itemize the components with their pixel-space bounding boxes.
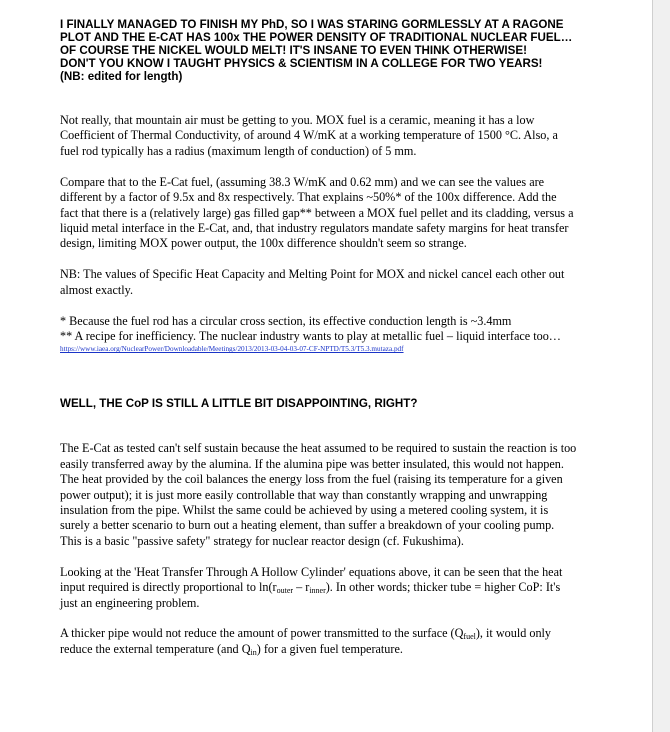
subscript-in: in	[250, 647, 257, 657]
text-fragment: ) for a given fuel temperature.	[256, 641, 403, 656]
text-fragment: – r	[293, 580, 310, 595]
subscript-fuel: fuel	[463, 632, 476, 642]
heading1-line: (NB: edited for length)	[60, 70, 183, 83]
text-line: Coefficient of Thermal Conductivity, of around 4 W/mK at a working temperature of 1500 °C. Also, a	[60, 128, 558, 143]
paragraph-hollow-cylinder	[60, 565, 640, 611]
footnote-1: * Because the fuel rod has a circular cross section, its effective conduction length is ~3.4mm	[60, 313, 512, 328]
subscript-outer: outer	[276, 586, 294, 596]
document-content	[60, 18, 640, 657]
paragraph-ecat-comparison	[60, 175, 640, 252]
text-line: different by a factor of 9.5x and 8x respectively. That explains ~50%* of the 100x difference. Add the	[60, 190, 557, 205]
subscript-inner: inner	[309, 586, 326, 596]
text-fragment: A thicker pipe would not reduce the amount of power transmitted to the surface (Q	[60, 626, 464, 641]
text-line: The heat provided by the coil balances the energy loss from the fuel (raising its temperature for a given	[60, 472, 563, 487]
heading1-line: PLOT AND THE E-CAT HAS 100x THE POWER DENSITY OF TRADITIONAL NUCLEAR FUEL…	[60, 31, 573, 44]
paragraph-thicker-pipe	[60, 626, 640, 657]
window-edge	[652, 0, 670, 732]
text-line: Looking at the 'Heat Transfer Through A Hollow Cylinder' equations above, it can be seen that the heat	[60, 564, 563, 579]
text-line: almost exactly.	[60, 282, 133, 297]
heading-cop-disappointing: WELL, THE CoP IS STILL A LITTLE BIT DISAPPOINTING, RIGHT?	[60, 397, 418, 411]
text-fragment: reduce the external temperature (and Q	[60, 641, 251, 656]
text-line: Not really, that mountain air must be getting to you. MOX fuel is a ceramic, meaning it has a low	[60, 113, 535, 127]
footnotes	[60, 314, 640, 345]
text-line: surely a better scenario to burn out a heating element, than suffer a breakdown of your cooling pump.	[60, 518, 555, 533]
paragraph-self-sustain	[60, 441, 640, 549]
text-line: easily transferred away by the alumina. If the alumina pipe was better insulated, this would not happen.	[60, 456, 564, 471]
text-line: power output); it is just more easily controllable that way than constantly wrapping and unwrapping	[60, 487, 548, 502]
text-fragment: ), it would only	[475, 626, 552, 641]
text-line: fact that there is a (relatively large) gas filled gap** between a MOX fuel pellet and its cladding, versus a	[60, 205, 574, 220]
heading-phd-ragone	[60, 18, 640, 83]
text-line: just an engineering problem.	[60, 595, 200, 610]
paragraph-nb-heat-capacity	[60, 267, 640, 298]
text-fragment: ). In other words; thicker tube = higher CoP: It's	[325, 580, 561, 595]
footnote-2: ** A recipe for inefficiency. The nuclear industry wants to play at metallic fuel – liquid interface too…	[60, 328, 561, 343]
text-line: NB: The values of Specific Heat Capacity and Melting Point for MOX and nickel cancel each other out	[60, 267, 565, 282]
text-line: fuel rod typically has a radius (maximum length of conduction) of 5 mm.	[60, 143, 417, 158]
text-line: Compare that to the E-Cat fuel, (assuming 38.3 W/mK and 0.62 mm) and we can see the values are	[60, 174, 545, 189]
text-line: design, limiting MOX power output, the 100x difference shouldn't seem so strange.	[60, 236, 467, 251]
heading1-line: DON'T YOU KNOW I TAUGHT PHYSICS & SCIENTISM IN A COLLEGE FOR TWO YEARS!	[60, 57, 543, 70]
paragraph-mox-fuel	[60, 113, 640, 159]
text-line: liquid metal interface in the E-Cat, and, that industry regulators mandate safety margins for heat transfer	[60, 220, 569, 235]
heading1-line: OF COURSE THE NICKEL WOULD MELT! IT'S INSANE TO EVEN THINK OTHERWISE!	[60, 44, 527, 57]
heading1-line: I FINALLY MANAGED TO FINISH MY PhD, SO I WAS STARING GORMLESSLY AT A RAGONE	[60, 18, 564, 31]
iaea-reference-link[interactable]: https://www.iaea.org/NuclearPower/Downloadable/Meetings/2013/2013-03-04-03-07-CF-NPTD/T5.3/T5.3.mutaza.pdf	[60, 345, 404, 354]
text-line: This is a basic "passive safety" strategy for nuclear reactor design (cf. Fukushima).	[60, 533, 464, 548]
text-line: The E-Cat as tested can't self sustain because the heat assumed to be required to sustain the reaction is too	[60, 441, 577, 456]
text-fragment: input required is directly proportional to ln(r	[60, 580, 277, 595]
text-line: insulation from the pipe. Whilst the same could be achieved by using a metered cooling system, it is	[60, 503, 549, 517]
